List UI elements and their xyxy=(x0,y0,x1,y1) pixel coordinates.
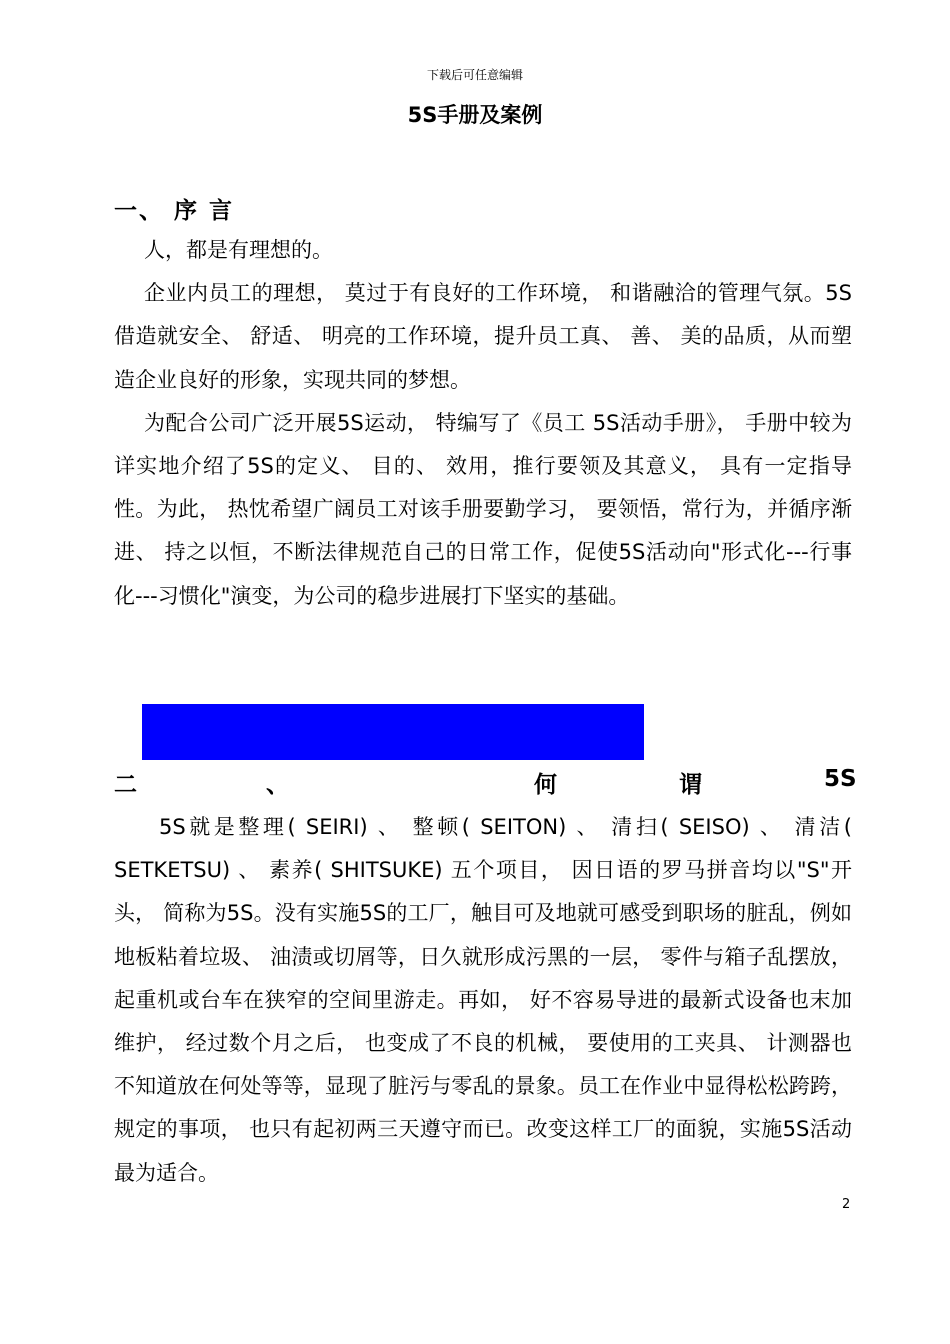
section-1-paragraph: 企业内员工的理想， 莫过于有良好的工作环境， 和谐融洽的管理气氛。5S借造就安全、 舒适、 明亮的工作环境，提升员工真、 善、 美的品质，从而塑造企业良好的形象，实现共同的梦想。 xyxy=(114,281,852,392)
page-number: 2 xyxy=(842,1197,851,1212)
section-2-heading-part: 何 xyxy=(534,772,557,798)
section-2-heading xyxy=(114,766,857,802)
blue-highlight-block xyxy=(142,704,644,760)
section-2-heading-part: 二 xyxy=(114,772,137,798)
section-2-heading-part: 谓 xyxy=(679,772,702,798)
section-2-paragraph: 5S就是整理( SEIRI) 、 整顿( SEITON) 、 清扫( SEISO) 、 清洁( SETKETSU) 、 素养( SHITSUKE) 五个项目， 因日语的罗马拼音均以"S"开头， 简称为5S。没有实施5S的工厂，触目可及地就可感受到职场的脏乱，例如地板粘着垃圾、 油渍或切屑等，日久就形成污黑的一层， 零件与箱子乱摆放，起重机或台车在狭窄的空间里游走。再如， 好不容易导进的最新式设备也末加维护， 经过数个月之后， 也变成了不良的机械， 要使用的工夹具、 计测器也不知道放在何处等等，显现了脏污与零乱的景象。员工在作业中显得松松跨跨， 规定的事项， 也只有起初两三天遵守而已。改变这样工厂的面貌，实施5S活动最为适合。 xyxy=(114,815,852,1185)
section-2-heading-part: 5S xyxy=(824,766,857,792)
section-1-body xyxy=(114,229,852,618)
section-2-body xyxy=(114,806,852,1195)
header-note: 下载后可任意编辑 xyxy=(426,68,523,82)
section-2-heading-part: 、 xyxy=(266,772,289,798)
section-1-paragraph: 为配合公司广泛开展5S运动， 特编写了《员工 5S活动手册》， 手册中较为详实地介绍了5S的定义、 目的、 效用，推行要领及其意义， 具有一定指导性。为此， 热忱希望广阔员工对该手册要勤学习， 要领悟，常行为，并循序渐进、 持之以恒，不断法律规范自己的日常工作，促使5S活动向"形式化---行事化---习惯化"演变，为公司的稳步进展打下坚实的基础。 xyxy=(114,410,852,608)
section-1-paragraph: 人，都是有理想的。 xyxy=(144,238,333,262)
section-1-heading: 一、 序 言 xyxy=(114,198,235,224)
document-title: 5S手册及案例 xyxy=(407,103,543,127)
